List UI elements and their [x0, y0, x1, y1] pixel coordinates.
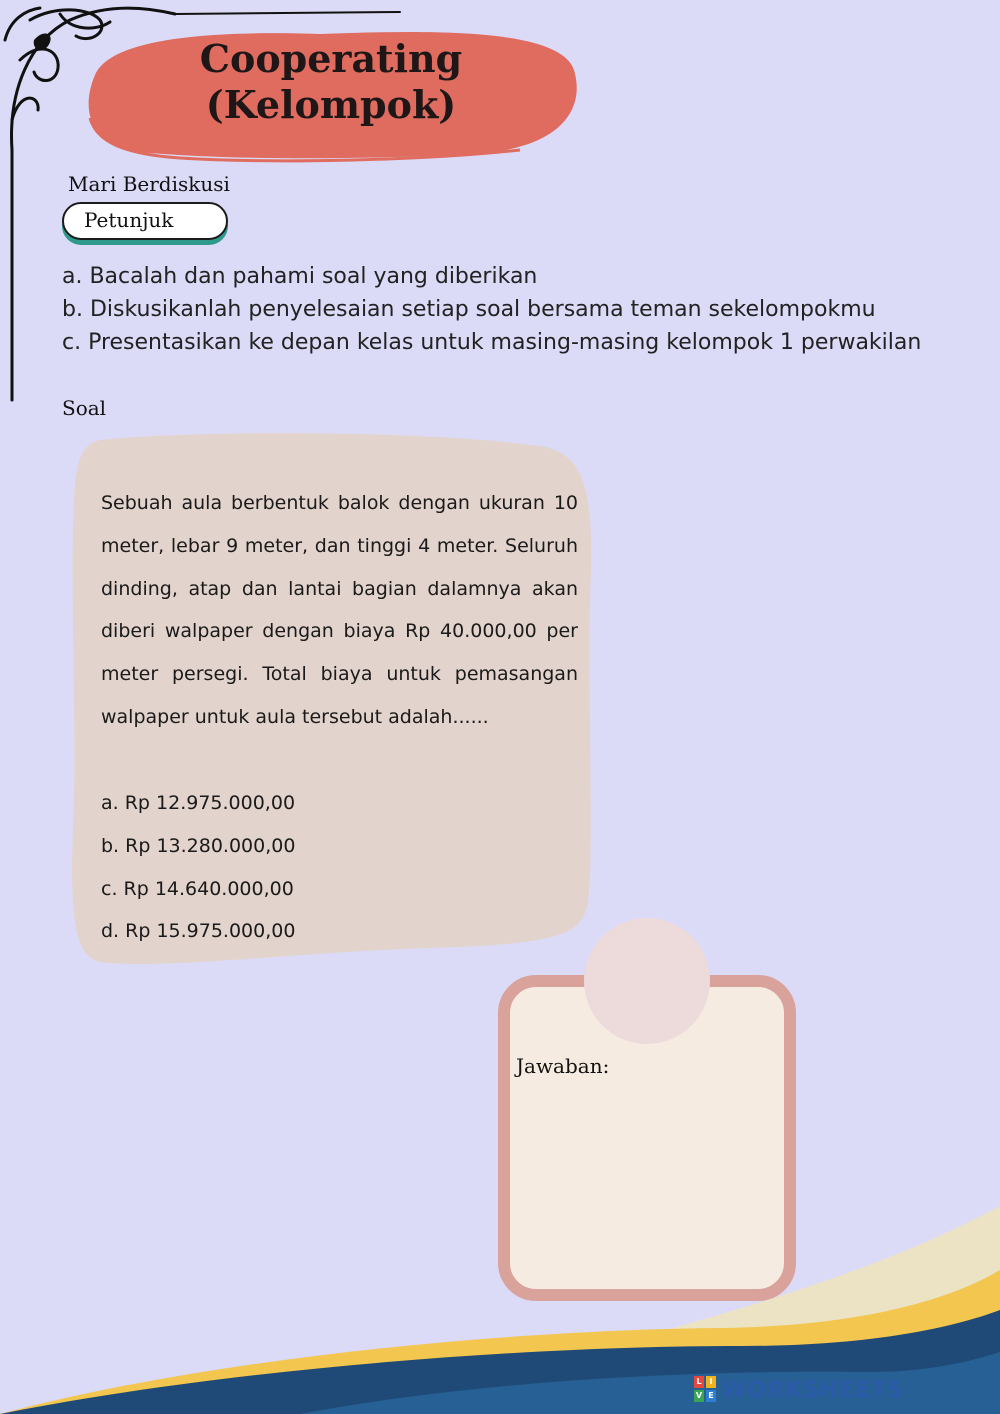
- title-line-1: Cooperating: [199, 36, 463, 81]
- logo-letter: E: [706, 1390, 716, 1402]
- instructions-badge-label: Petunjuk: [84, 208, 174, 232]
- instructions-badge: [62, 202, 228, 240]
- logo-letter: I: [706, 1376, 716, 1388]
- answer-option: a. Rp 12.975.000,00: [101, 792, 296, 814]
- soal-heading: Soal: [62, 396, 107, 420]
- question-text: Sebuah aula berbentuk balok dengan ukuran 10 meter, lebar 9 meter, dan tinggi 4 meter. Seluruh dinding, atap dan lantai bagian dalamnya akan diberi walpaper dengan biaya Rp 40.000,00 per meter persegi. Total biaya untuk pemasangan walpaper untuk aula tersebut adalah......: [101, 492, 578, 728]
- answer-option: b. Rp 13.280.000,00: [101, 834, 296, 857]
- liveworksheets-logo-icon: [694, 1376, 716, 1402]
- brand-name: WORKSHEETS: [722, 1378, 905, 1403]
- logo-letter: V: [695, 1391, 703, 1400]
- answer-label: Jawaban:: [516, 1054, 610, 1078]
- instruction-item: a. Bacalah dan pahami soal yang diberikan: [62, 264, 538, 289]
- logo-letter: L: [694, 1376, 704, 1388]
- section-subtitle: Mari Berdiskusi: [68, 172, 230, 196]
- instruction-item: b. Diskusikanlah penyelesaian setiap soal bersama teman sekelompokmu: [62, 297, 876, 322]
- instruction-item: c. Presentasikan ke depan kelas untuk masing-masing kelompok 1 perwakilan: [62, 330, 922, 355]
- answer-options: [101, 782, 295, 953]
- answer-circle-decoration: [584, 918, 710, 1044]
- answer-option: c. Rp 14.640.000,00: [101, 877, 294, 900]
- title-line-2: (Kelompok): [205, 82, 457, 127]
- answer-option: d. Rp 15.975.000,00: [101, 920, 296, 943]
- instructions-list: [62, 260, 921, 359]
- page-title: [150, 36, 512, 128]
- flourish-leaf-icon: [34, 33, 51, 50]
